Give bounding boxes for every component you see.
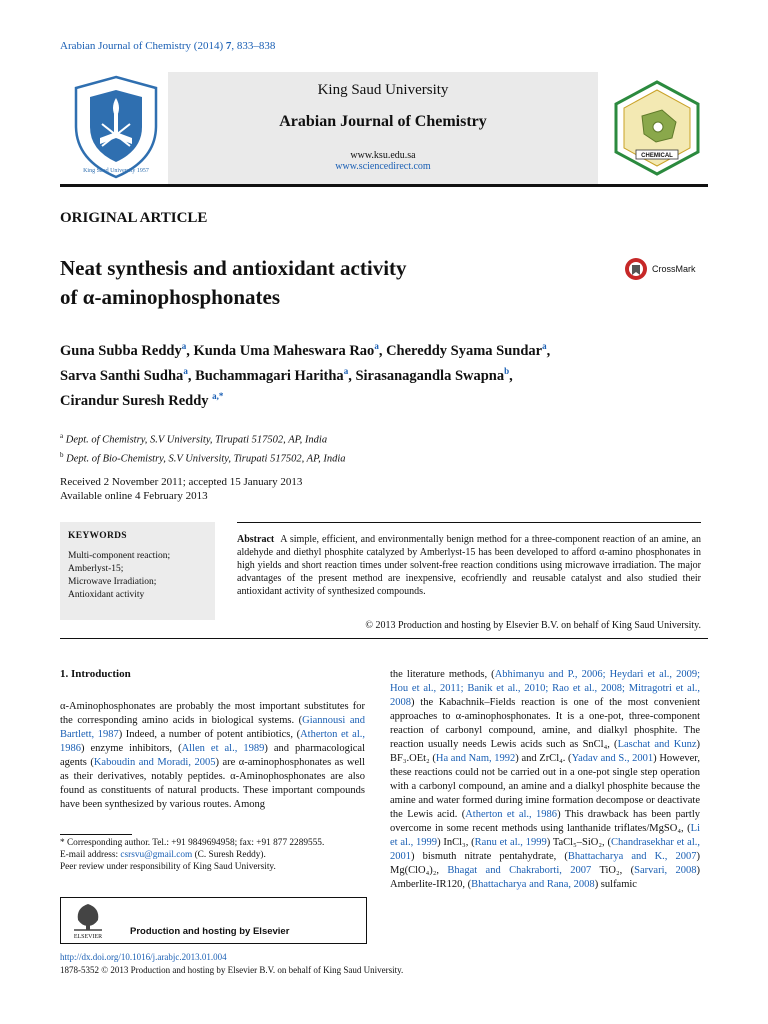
issn-copyright: 1878-5352 © 2013 Production and hosting by Elsevier B.V. on behalf of King Saud University. — [60, 965, 404, 975]
journal-name: Arabian Journal of Chemistry — [279, 113, 487, 130]
crossmark-icon — [624, 257, 648, 281]
elsevier-logo — [66, 900, 110, 940]
divider — [60, 638, 708, 639]
author-list: Guna Subba Reddy$^a$, Kunda Uma Maheswara Rao$^a$, Chereddy Syama Sundar$^a$, Sarva Santhi Sudha$^a$, Buchammagari Haritha$^a$, Sirasanagandla Swapna$^b$, Cirandur Suresh Reddy $^{a,*}$ — [60, 341, 551, 409]
svg-text:CHEMICAL: CHEMICAL — [641, 153, 673, 159]
citation-link[interactable]: Atherton et al., 1986 — [60, 729, 365, 754]
article-title: Neat synthesis and antioxidant activity of α-aminophosphonates — [60, 256, 407, 309]
keyword: Antioxidant activity — [68, 590, 145, 600]
citation-link[interactable]: Chandrasekhar et al., 2001 — [390, 837, 700, 862]
citation-link[interactable]: Allen et al., 1989 — [181, 743, 265, 754]
keywords-list — [68, 550, 170, 602]
citation-link[interactable]: Sarvari, 2008 — [634, 865, 697, 876]
citation-link[interactable]: Atherton et al., 1986 — [465, 809, 558, 820]
saudi-chemical-society-logo — [612, 80, 702, 176]
abstract: Abstract A simple, efficient, and environmentally benign method for a three-component reaction of an amine, an aldehyde and diethyl phosphite catalyzed by Amberlyst-15 has been developed to afford α-amino phosphonates in high yields and short reaction times under solvent-free reaction conditions using microwave irradiation. The major advantages of the present method are inexpensive, ecofriendly and reusable catalyst and also studied their antioxidant activity of synthesized compounds. — [237, 522, 701, 598]
article-dates: Received 2 November 2011; accepted 15 January 2013 Available online 4 February 2013 — [60, 476, 303, 502]
intro-right-column: the literature methods, (Abhimanyu and P., 2006; Heydari et al., 2009; Hou et al., 2011; Banik et al., 2010; Rao et al., 2008; Mitragotri et al., 2008) the Kabachnik–Fields reaction is one of the most convenient approaches to α-aminophosphonates. It is a one-pot, three-component reaction of carbonyl compound, amine, and dialkyl phosphite. The reaction usually needs Lewis acids such as SnCl₄, (Laschat and Kunz) BF₃.OEt₂ (Ha and Nam, 1992) and ZrCl₄. (Yadav and S., 2001) However, these reactions could not be carried out in a one-pot single step operation with a carbonyl compound, an amine and a dialkyl phosphite because the amine and water formed during imine formation decompose or deactivate the Lewis acid. (Atherton et al., 1986) This drawback has been partly overcome in some recent methods using lanthanide triflates/MgSO₄, (Li et al., 1999) InCl₃, (Ranu et al., 1999) TaCl₅–SiO₂, (Chandrasekhar et al., 2001) bismuth nitrate pentahydrate, (Bhattacharya and K., 2007) Mg(ClO₄)₂, Bhagat and Chakraborti, 2007 TiO₂, (Sarvari, 2008) Amberlite-IR120, (Bhattacharya and Rana, 2008) sulfamic — [390, 669, 701, 890]
corresponding-author-note: * Corresponding author. Tel.: +91 9849694958; fax: +91 877 2289555. — [60, 838, 325, 848]
citation-link[interactable]: Giannousi and Bartlett, 1987 — [60, 715, 366, 740]
doi-link[interactable]: http://dx.doi.org/10.1016/j.arabjc.2013.01.004 — [60, 952, 227, 962]
author-name[interactable]: Guna Subba Reddy — [60, 342, 182, 359]
king-saud-university-logo — [70, 74, 162, 180]
author-name[interactable]: Buchammagari Haritha — [195, 367, 344, 384]
footnote-divider — [60, 834, 132, 835]
keywords-title: KEYWORDS — [68, 531, 127, 541]
email-link[interactable]: csrsvu@gmail.com — [120, 850, 193, 860]
journal-reference[interactable]: Arabian Journal of Chemistry (2014) 7, 833–838 — [60, 40, 276, 52]
citation-link[interactable]: Bhattacharya and Rana, 2008 — [471, 879, 595, 890]
article-type: ORIGINAL ARTICLE — [60, 210, 208, 226]
keyword: Multi-component reaction; — [68, 551, 171, 561]
author-name[interactable]: Chereddy Syama Sundar — [386, 342, 543, 359]
footnotes — [60, 837, 365, 873]
peer-review-note: Peer review under responsibility of King Saud University. — [60, 862, 276, 872]
sciencedirect-url[interactable]: www.sciencedirect.com — [335, 161, 431, 172]
citation-link[interactable]: Ranu et al., 1999 — [474, 837, 547, 848]
citation-link[interactable]: Abhimanyu and P., 2006; Heydari et al., 2009; Hou et al., 2011; Banik et al., 2010; Rao et al., 2008; Mitragotri et al., 2008 — [390, 669, 700, 708]
author-name[interactable]: Kunda Uma Maheswara Rao — [193, 342, 375, 359]
citation-link[interactable]: Li et al., 1999 — [390, 823, 700, 848]
keyword: Microwave Irradiation; — [68, 577, 157, 587]
university-name: King Saud University — [317, 82, 449, 98]
author-name[interactable]: Cirandur Suresh Reddy — [60, 392, 209, 409]
svg-text:King Saud University 1957: King Saud University 1957 — [83, 168, 149, 174]
affiliations: $^a$ Dept. of Chemistry, S.V University, Tirupati 517502, AP, India $^b$ Dept. of Bio-Chemistry, S.V University, Tirupati 517502, AP, India — [60, 432, 346, 464]
crossmark-button[interactable]: CrossMark — [624, 256, 704, 282]
keyword: Amberlyst-15; — [68, 564, 124, 574]
intro-left-column: α-Aminophosphonates are probably the most important substitutes for the corresponding amino acids in biological systems. (Giannousi and Bartlett, 1987) Indeed, a number of potent antibiotics, (Atherton et al., 1986) enzyme inhibitors, (Allen et al., 1989) and pharmacological agents (Kaboudin and Moradi, 2005) are α-aminophosphonates as well as their derivatives, notably peptides. α-Aminophosphonates are also found as constituents of natural products. These important compounds have been synthesized by various routes. Among — [60, 701, 366, 810]
citation-link[interactable]: Bhagat and Chakraborti, 2007 — [447, 865, 592, 876]
citation-link[interactable]: Bhattacharya and K., 2007 — [567, 851, 697, 862]
citation-link[interactable]: Yadav and S., 2001 — [571, 753, 654, 764]
production-text: Production and hosting by Elsevier — [130, 926, 290, 937]
ksu-url[interactable]: www.ksu.edu.sa — [350, 150, 416, 161]
citation-link[interactable]: Laschat and Kunz — [617, 739, 697, 750]
svg-text:ELSEVIER: ELSEVIER — [73, 934, 103, 940]
abstract-copyright: © 2013 Production and hosting by Elsevier B.V. on behalf of King Saud University. — [365, 620, 701, 631]
citation-link[interactable]: Kaboudin and Moradi, 2005 — [93, 757, 216, 768]
author-name[interactable]: Sirasanagandla Swapna — [355, 367, 505, 384]
citation-link[interactable]: Ha and Nam, 1992 — [435, 753, 516, 764]
author-name[interactable]: Sarva Santhi Sudha — [60, 367, 184, 384]
section-title: 1. Introduction — [60, 668, 131, 680]
email-note: E-mail address: csrsvu@gmail.com (C. Suresh Reddy). — [60, 850, 266, 860]
